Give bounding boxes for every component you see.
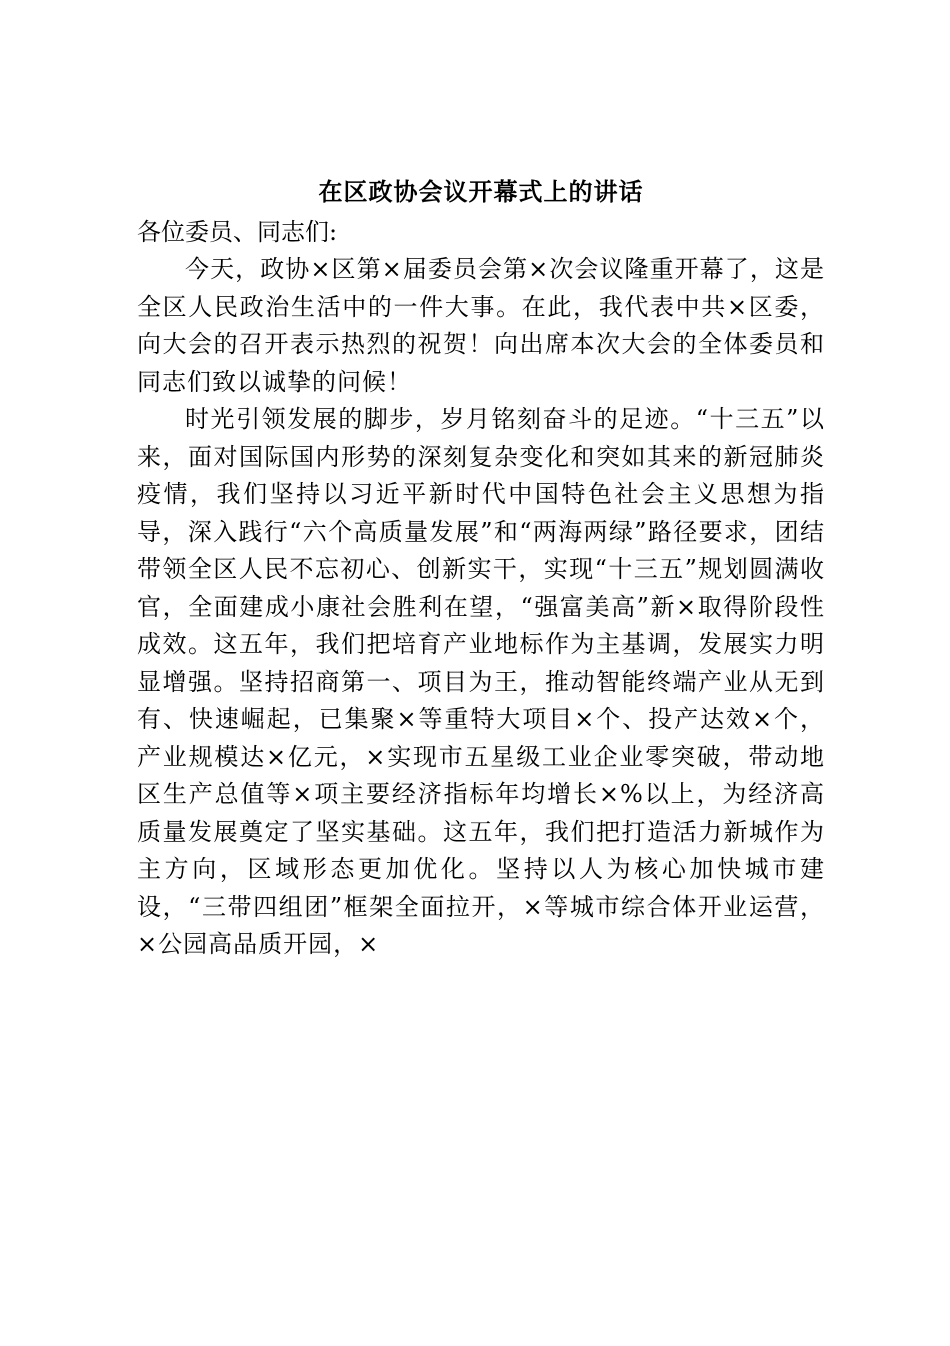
document-body: [137, 170, 825, 964]
document-title: 在区政协会议开幕式上的讲话: [318, 177, 644, 206]
paragraph-review: 时光引领发展的脚步，岁月铭刻奋斗的足迹。“十三五”以来，面对国际国内形势的深刻复杂变化和突如其来的新冠肺炎疫情，我们坚持以习近平新时代中国特色社会主义思想为指导，深入践行“六个高质量发展”和“两海两绿”路径要求，团结带领全区人民不忘初心、创新实干，实现“十三五”规划圆满收官，全面建成小康社会胜利在望，“强富美高”新×取得阶段性成效。这五年，我们把培育产业地标作为主基调，发展实力明显增强。坚持招商第一、项目为王，推动智能终端产业从无到有、快速崛起，已集聚×等重特大项目×个、投产达效×个，产业规模达×亿元，×实现市五星级工业企业零突破，带动地区生产总值等×项主要经济指标年均增长×%以上，为经济高质量发展奠定了坚实基础。这五年，我们把打造活力新城作为主方向，区域形态更加优化。坚持以人为核心加快城市建设，“三带四组团”框架全面拉开，×等城市综合体开业运营，×公园高品质开园，×: [137, 405, 825, 958]
salutation: 各位委员、同志们:: [137, 218, 338, 246]
paragraph-opening: 今天，政协×区第×届委员会第×次会议隆重开幕了，这是全区人民政治生活中的一件大事。在此，我代表中共×区委，向大会的召开表示热烈的祝贺！向出席本次大会的全体委员和同志们致以诚挚的问候！: [137, 255, 825, 396]
